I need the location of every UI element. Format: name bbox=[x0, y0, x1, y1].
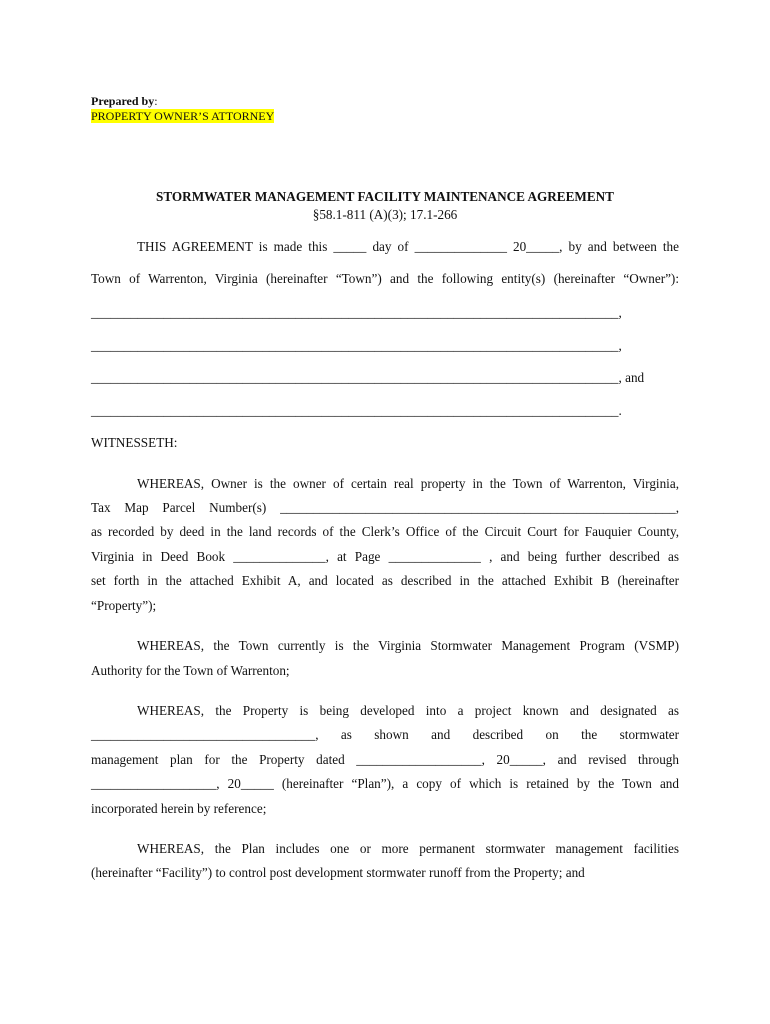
whereas4-line-2: (hereinafter “Facility”) to control post development stormwater runoff from the Property; and bbox=[91, 865, 585, 880]
whereas2-line-1: WHEREAS, the Town currently is the Virginia Stormwater Management Program (VSMP) bbox=[137, 638, 679, 653]
whereas1-line-6: “Property”); bbox=[91, 598, 157, 613]
intro-line-1: THIS AGREEMENT is made this _____ day of ______________ 20_____, by and between the bbox=[137, 239, 679, 254]
whereas1-line-2: Tax Map Parcel Number(s) ____________________________________________________________, bbox=[91, 500, 679, 515]
whereas3-line-1: WHEREAS, the Property is being developed into a project known and designated as bbox=[137, 703, 679, 718]
whereas2-line-2: Authority for the Town of Warrenton; bbox=[91, 663, 290, 678]
whereas1-line-4: Virginia in Deed Book ______________, at Page ______________ , and being further described as bbox=[91, 549, 679, 564]
owner-blank-4: ________________________________________________________________________________. bbox=[91, 403, 622, 418]
prepared-by-value: PROPERTY OWNER’S ATTORNEY bbox=[91, 109, 275, 123]
whereas3-line-5: incorporated herein by reference; bbox=[91, 801, 267, 816]
whereas1-line-1: WHEREAS, Owner is the owner of certain real property in the Town of Warrenton, Virginia, bbox=[137, 476, 679, 491]
owner-blank-2: ________________________________________________________________________________, bbox=[91, 338, 622, 353]
intro-line-2: Town of Warrenton, Virginia (hereinafter “Town”) and the following entity(s) (hereinafter “Owner”): bbox=[91, 271, 679, 286]
whereas1-line-3: as recorded by deed in the land records of the Clerk’s Office of the Circuit Court for Fauquier County, bbox=[91, 524, 679, 539]
document-subtitle: §58.1-811 (A)(3); 17.1-266 bbox=[312, 207, 458, 222]
document-title: STORMWATER MANAGEMENT FACILITY MAINTENANCE AGREEMENT bbox=[156, 189, 614, 204]
prepared-by-label: Prepared by: bbox=[91, 94, 158, 108]
whereas3-line-4: ___________________, 20_____ (hereinafter “Plan”), a copy of which is retained by the Town and bbox=[91, 776, 679, 791]
owner-blank-3: ________________________________________________________________________________, and bbox=[91, 370, 645, 385]
whereas3-line-3: management plan for the Property dated ___________________, 20_____, and revised through bbox=[91, 752, 679, 767]
whereas3-line-2: __________________________________, as shown and described on the stormwater bbox=[91, 727, 679, 742]
whereas1-line-5: set forth in the attached Exhibit A, and located as described in the attached Exhibit B (hereinafter bbox=[91, 573, 679, 588]
whereas4-line-1: WHEREAS, the Plan includes one or more permanent stormwater management facilities bbox=[137, 841, 679, 856]
owner-blank-1: ________________________________________________________________________________, bbox=[91, 305, 622, 320]
witnesseth-heading: WITNESSETH: bbox=[91, 435, 178, 450]
